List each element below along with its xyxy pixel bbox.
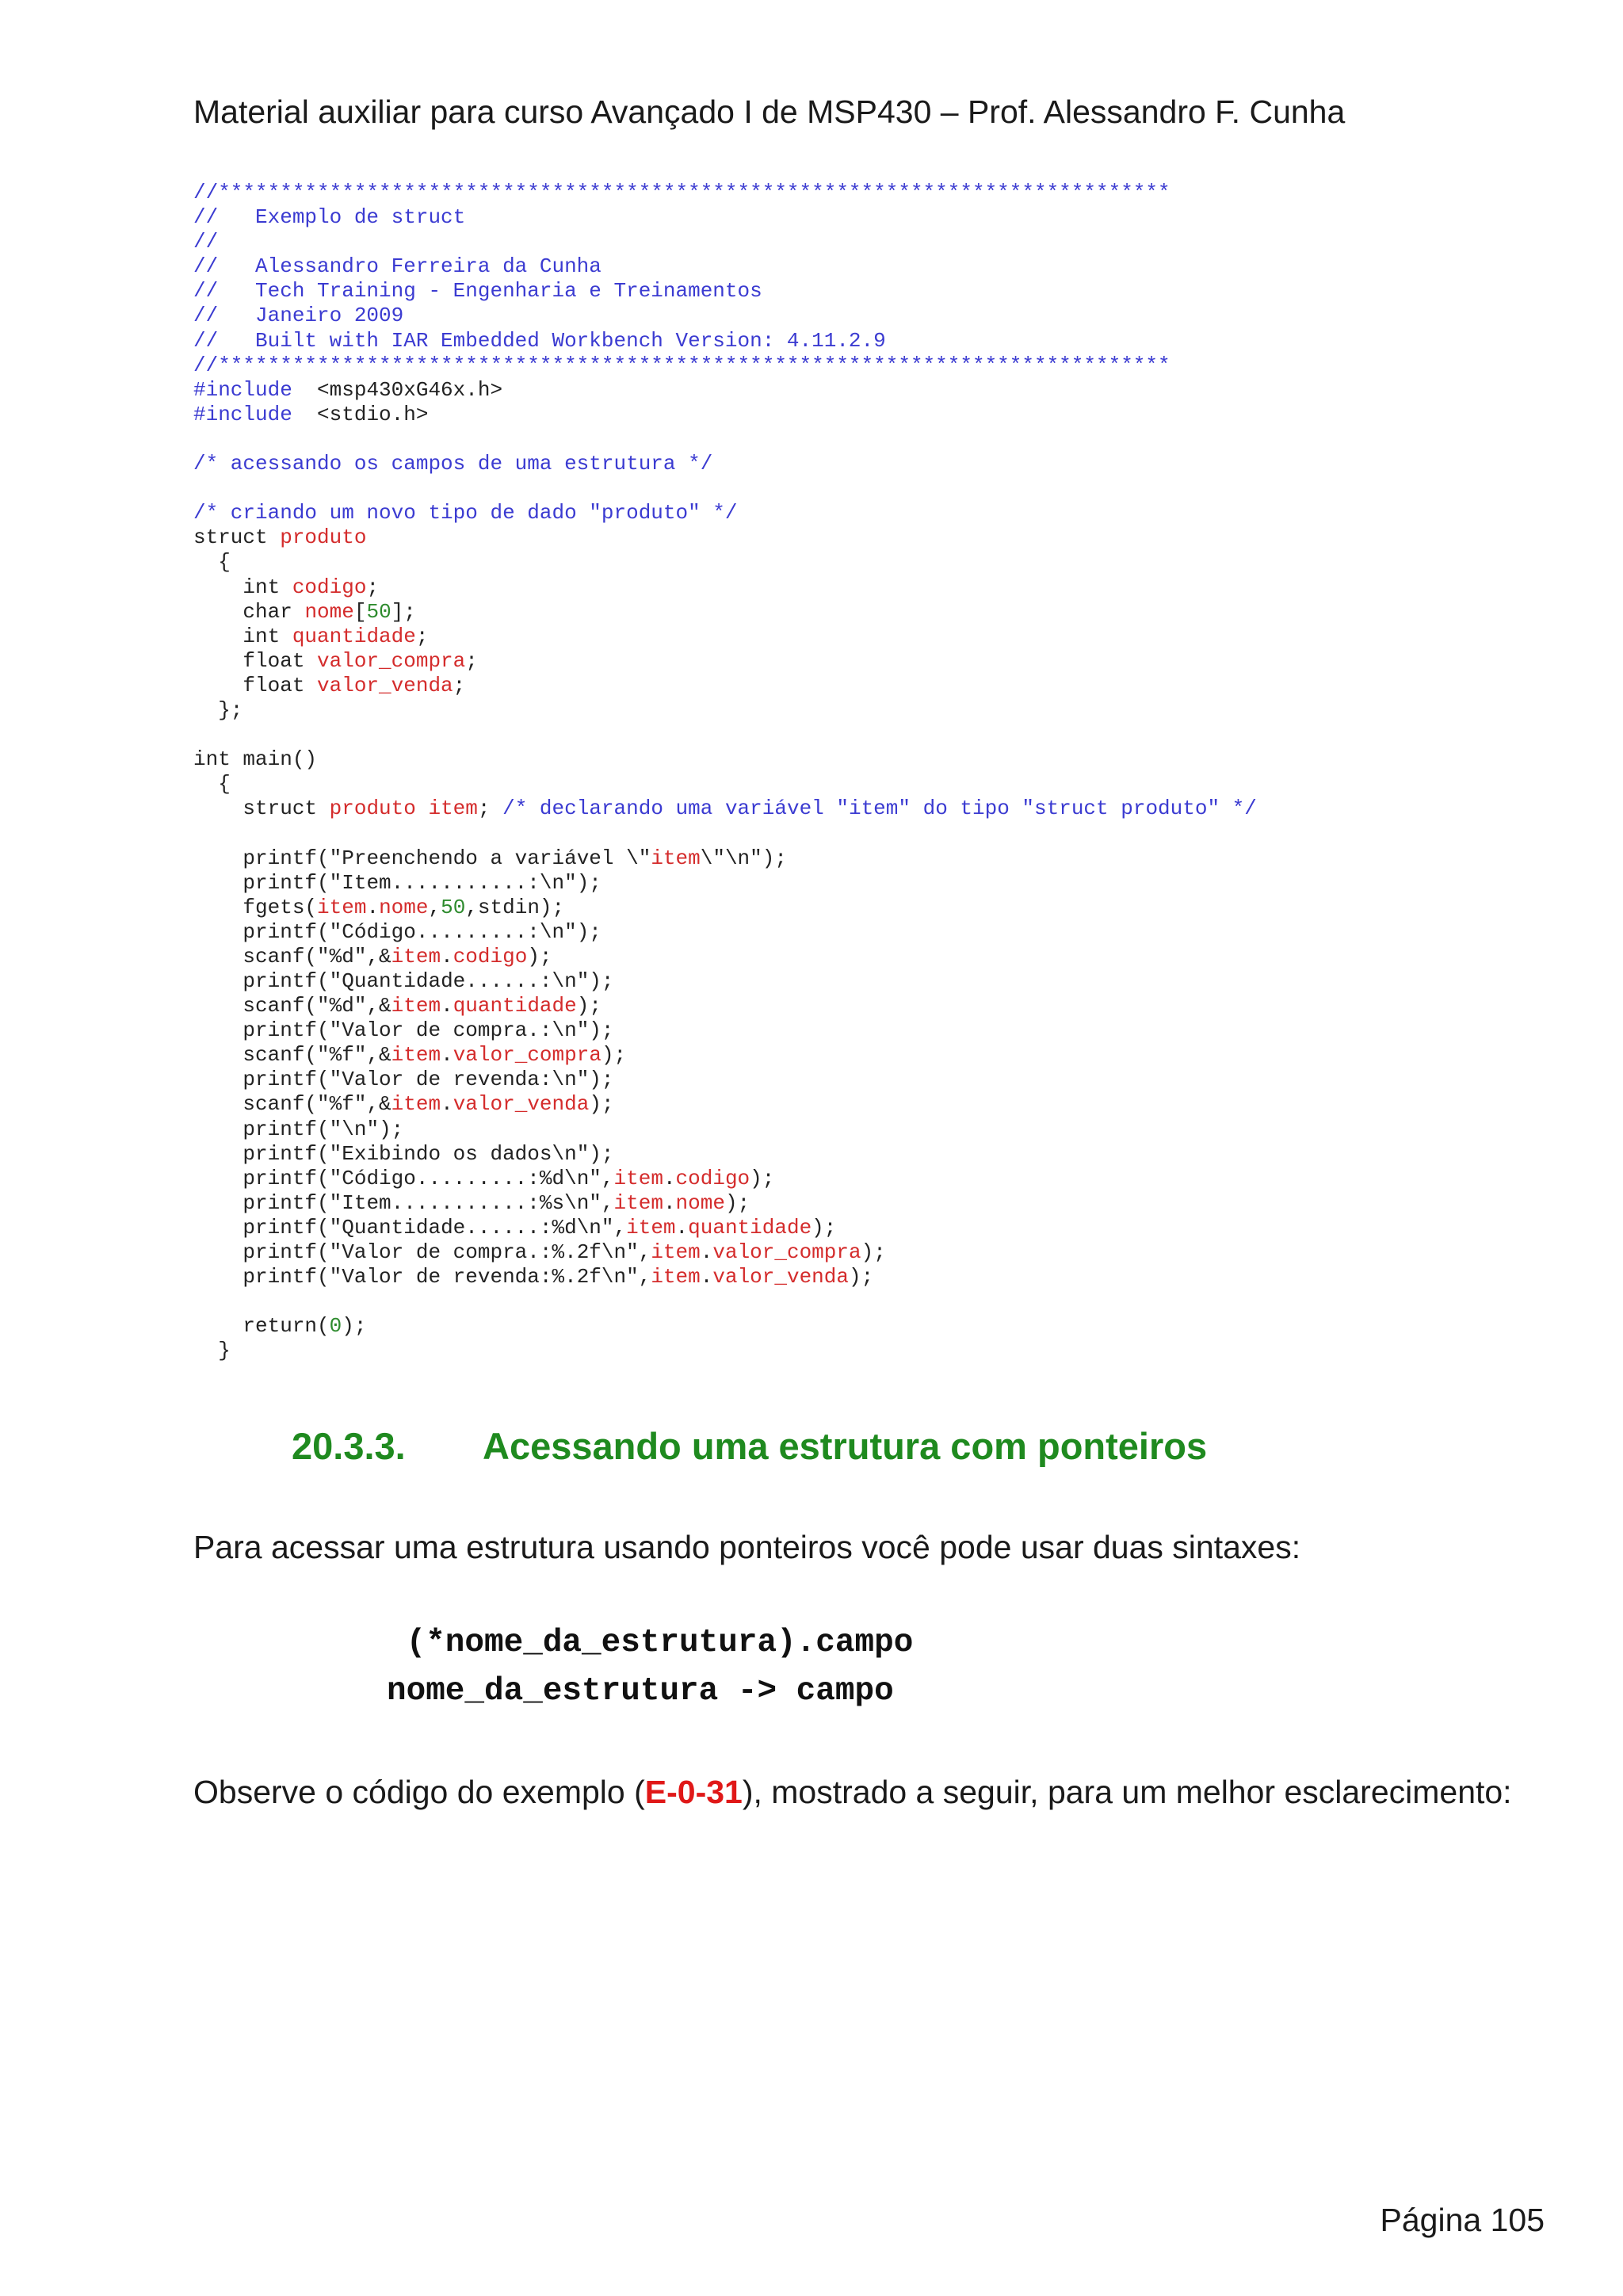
code-line: printf("Quantidade......:%d\n",item.quantidade);	[193, 1215, 837, 1240]
syntax-line-arrow: nome_da_estrutura -> campo	[387, 1673, 894, 1710]
code-line: // Janeiro 2009	[193, 304, 404, 328]
code-line: {	[193, 550, 231, 575]
code-line: printf("Quantidade......:\n");	[193, 969, 614, 993]
code-line: return(0);	[193, 1314, 367, 1339]
code-line: printf("Valor de compra.:%.2f\n",item.valor_compra);	[193, 1240, 886, 1265]
code-line: #include <stdio.h>	[193, 402, 429, 426]
observe-text-after: ), mostrado a seguir, para um melhor esclarecimento:	[742, 1774, 1512, 1810]
code-line: printf("Valor de revenda:\n");	[193, 1068, 614, 1092]
code-line: {	[193, 772, 231, 797]
code-line: }	[193, 1339, 231, 1363]
code-line: printf("Valor de revenda:%.2f\n",item.valor_venda);	[193, 1265, 874, 1289]
code-line: //*****************************************************************************	[193, 181, 1170, 204]
section-title: Acessando uma estrutura com ponteiros	[483, 1425, 1208, 1467]
code-line: float valor_compra;	[193, 648, 478, 673]
example-reference: E-0-31	[644, 1774, 743, 1810]
code-line: // Alessandro Ferreira da Cunha	[193, 254, 601, 279]
observe-paragraph	[193, 1774, 1512, 1811]
code-line: };	[193, 697, 243, 722]
code-line	[193, 821, 1257, 846]
code-line: struct produto item; /* declarando uma variável "item" do tipo "struct produto" */	[193, 797, 1257, 821]
code-line: printf("Código.........:%d\n",item.codigo);	[193, 1166, 775, 1190]
code-listing	[193, 181, 1257, 1364]
page-header: Material auxiliar para curso Avançado I de MSP430 – Prof. Alessandro F. Cunha	[193, 94, 1346, 130]
code-line: #include <msp430xG46x.h>	[193, 377, 503, 402]
code-line: printf("Valor de compra.:\n");	[193, 1018, 614, 1043]
code-line: // Built with IAR Embedded Workbench Version: 4.11.2.9	[193, 328, 886, 353]
code-line: /* criando um novo tipo de dado "produto" */	[193, 501, 738, 525]
code-line: // Exemplo de struct	[193, 205, 466, 230]
syntax-line-deref: (*nome_da_estrutura).campo	[387, 1625, 914, 1661]
code-line: int codigo;	[193, 575, 380, 599]
code-line: printf("Exibindo os dados\n");	[193, 1141, 614, 1166]
code-line: int quantidade;	[193, 624, 429, 648]
code-line: printf("Código.........:\n");	[193, 919, 601, 944]
section-number: 20.3.3.	[292, 1425, 406, 1467]
code-line: printf("Preenchendo a variável \"item\"\n");	[193, 846, 787, 870]
code-line	[193, 476, 1257, 501]
code-line: //	[193, 230, 219, 254]
code-line: scanf("%d",&item.quantidade);	[193, 994, 601, 1018]
code-line: char nome[50];	[193, 599, 416, 624]
code-line: //*****************************************************************************	[193, 353, 1170, 377]
code-line	[193, 427, 1257, 452]
code-line: printf("Item...........:\n");	[193, 870, 601, 895]
code-line	[193, 1289, 1257, 1314]
code-line	[193, 723, 1257, 747]
intro-paragraph: Para acessar uma estrutura usando ponteiros você pode usar duas sintaxes:	[193, 1529, 1301, 1565]
observe-text-before: Observe o código do exemplo (	[193, 1774, 645, 1810]
code-line: scanf("%f",&item.valor_venda);	[193, 1092, 614, 1117]
code-line: int main()	[193, 747, 318, 772]
code-line: struct produto	[193, 525, 367, 550]
page-number: Página 105	[1380, 2202, 1545, 2238]
code-line: printf("\n");	[193, 1117, 404, 1141]
code-line: float valor_venda;	[193, 673, 466, 697]
code-line: scanf("%d",&item.codigo);	[193, 944, 552, 968]
code-line: fgets(item.nome,50,stdin);	[193, 895, 565, 919]
code-line: printf("Item...........:%s\n",item.nome);	[193, 1190, 750, 1215]
code-line: // Tech Training - Engenharia e Treinamentos	[193, 279, 762, 304]
code-line: /* acessando os campos de uma estrutura */	[193, 452, 713, 476]
code-line: scanf("%f",&item.valor_compra);	[193, 1043, 627, 1068]
